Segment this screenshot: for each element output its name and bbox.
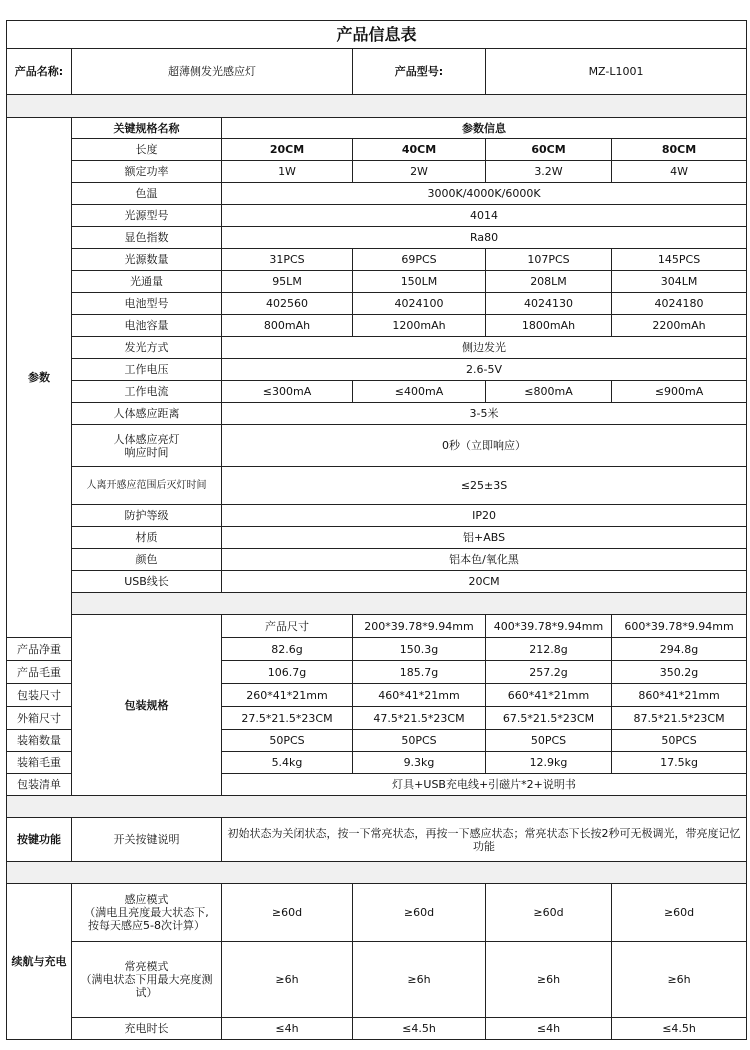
row-label: 产品净重 [7,638,72,661]
length-cell: 40CM [353,139,486,161]
row-label: 工作电流 [72,381,222,403]
value-cell: IP20 [222,505,747,527]
row-label: 外箱尺寸 [7,707,72,730]
value-cell: ≤4.5h [353,1018,486,1040]
value-cell: 660*41*21mm [486,684,612,707]
row-label [72,425,222,467]
spacer-row [72,593,747,615]
value-cell: 1800mAh [486,315,612,337]
row-label: 装箱毛重 [7,752,72,774]
spacer-row [7,796,747,818]
product-model-label: 产品型号: [353,49,486,95]
value-cell: 2W [353,161,486,183]
row-label: 充电时长 [72,1018,222,1040]
value-cell: 50PCS [222,730,353,752]
value-cell: 69PCS [353,249,486,271]
value-cell: ≥60d [612,884,747,942]
value-cell: 304LM [612,271,747,293]
value-cell: 200*39.78*9.94mm [353,615,486,638]
value-cell: 150.3g [353,638,486,661]
row-label: 产品毛重 [7,661,72,684]
endurance-group-label: 续航与充电 [7,884,72,1040]
value-cell: 4024180 [612,293,747,315]
value-cell: 3-5米 [222,403,747,425]
mode-desc: 按每天感应5-8次计算） [88,919,205,932]
table-title: 产品信息表 [7,21,747,49]
value-cell: 17.5kg [612,752,747,774]
row-label: 包装清单 [7,774,72,796]
value-cell: 106.7g [222,661,353,684]
value-cell: 9.3kg [353,752,486,774]
value-cell: 1200mAh [353,315,486,337]
row-label: 发光方式 [72,337,222,359]
value-cell: 2200mAh [612,315,747,337]
row-label: 光源型号 [72,205,222,227]
value-cell: ≤300mA [222,381,353,403]
value-cell: ≥6h [353,942,486,1018]
value-cell: ≥60d [486,884,612,942]
row-label: 颜色 [72,549,222,571]
col-key-header: 关键规格名称 [72,118,222,139]
value-cell: 294.8g [612,638,747,661]
value-cell: 5.4kg [222,752,353,774]
mode-desc: （满电状态下用最大亮度测 [80,973,213,986]
value-cell: 铝本色/氧化黑 [222,549,747,571]
value-cell: 260*41*21mm [222,684,353,707]
row-label: 长度 [72,139,222,161]
value-cell: 185.7g [353,661,486,684]
product-info-table [6,20,747,1040]
value-cell: 402560 [222,293,353,315]
value-cell: 4W [612,161,747,183]
value-cell: 3000K/4000K/6000K [222,183,747,205]
value-cell: 800mAh [222,315,353,337]
value-cell: 860*41*21mm [612,684,747,707]
value-cell: ≤4.5h [612,1018,747,1040]
spacer-row [7,862,747,884]
value-cell: 侧边发光 [222,337,747,359]
row-label: 电池容量 [72,315,222,337]
row-label: 显色指数 [72,227,222,249]
mode-title: 常亮模式 [124,960,169,973]
value-cell: 20CM [222,571,747,593]
value-cell: 460*41*21mm [353,684,486,707]
value-cell: 灯具+USB充电线+引磁片*2+说明书 [222,774,747,796]
value-cell: 12.9kg [486,752,612,774]
value-cell: 208LM [486,271,612,293]
row-label: 色温 [72,183,222,205]
value-cell: 400*39.78*9.94mm [486,615,612,638]
value-cell: 67.5*21.5*23CM [486,707,612,730]
value-cell: 50PCS [353,730,486,752]
value-cell: ≥6h [222,942,353,1018]
row-label: 包装尺寸 [7,684,72,707]
row-label [72,942,222,1018]
row-label: 额定功率 [72,161,222,183]
value-cell: ≥6h [486,942,612,1018]
row-label [72,884,222,942]
product-name-label: 产品名称: [7,49,72,95]
value-cell: ≤25±3S [222,467,747,505]
value-cell: ≥60d [222,884,353,942]
value-cell: 600*39.78*9.94mm [612,615,747,638]
value-cell: 257.2g [486,661,612,684]
value-cell: 47.5*21.5*23CM [353,707,486,730]
length-cell: 80CM [612,139,747,161]
row-label: 电池型号 [72,293,222,315]
value-cell: 50PCS [486,730,612,752]
row-label: USB线长 [72,571,222,593]
value-cell: 82.6g [222,638,353,661]
mode-desc: 试） [135,986,158,999]
product-model-value: MZ-L1001 [486,49,747,95]
row-label: 产品尺寸 [222,615,353,638]
value-cell: ≤400mA [353,381,486,403]
row-label: 人离开感应范围后灭灯时间 [72,467,222,505]
value-cell: 初始状态为关闭状态，按一下常亮状态，再按一下感应状态；常亮状态下长按2秒可无极调光，带亮度记忆功能 [222,818,747,862]
value-cell: ≤4h [486,1018,612,1040]
mode-title: 感应模式 [124,893,169,906]
value-cell: 0秒（立即响应） [222,425,747,467]
row-label: 防护等级 [72,505,222,527]
value-cell: 3.2W [486,161,612,183]
length-cell: 60CM [486,139,612,161]
value-cell: 31PCS [222,249,353,271]
row-label: 光源数量 [72,249,222,271]
value-cell: 铝+ABS [222,527,747,549]
value-cell: ≤900mA [612,381,747,403]
row-label: 工作电压 [72,359,222,381]
value-cell: 2.6-5V [222,359,747,381]
value-cell: 150LM [353,271,486,293]
value-cell: 1W [222,161,353,183]
value-cell: 107PCS [486,249,612,271]
col-info-header: 参数信息 [222,118,747,139]
value-cell: 27.5*21.5*23CM [222,707,353,730]
value-cell: ≥60d [353,884,486,942]
value-cell: 4024100 [353,293,486,315]
row-label: 开关按键说明 [72,818,222,862]
label-line: 响应时间 [124,445,169,459]
product-name-value: 超薄侧发光感应灯 [72,49,353,95]
value-cell: 87.5*21.5*23CM [612,707,747,730]
value-cell: ≥6h [612,942,747,1018]
length-cell: 20CM [222,139,353,161]
label-line: 人体感应亮灯 [113,432,180,446]
row-label: 人体感应距离 [72,403,222,425]
value-cell: 4014 [222,205,747,227]
row-label: 光通量 [72,271,222,293]
value-cell: 4024130 [486,293,612,315]
row-label: 材质 [72,527,222,549]
packaging-group-label: 包装规格 [72,615,222,796]
value-cell: 350.2g [612,661,747,684]
value-cell: ≤800mA [486,381,612,403]
value-cell: ≤4h [222,1018,353,1040]
spacer-row [7,95,747,118]
params-group-label: 参数 [7,118,72,638]
value-cell: 95LM [222,271,353,293]
button-group-label: 按键功能 [7,818,72,862]
value-cell: 212.8g [486,638,612,661]
row-label: 装箱数量 [7,730,72,752]
mode-desc: （满电且亮度最大状态下, [84,906,209,919]
value-cell: 145PCS [612,249,747,271]
value-cell: 50PCS [612,730,747,752]
value-cell: Ra80 [222,227,747,249]
